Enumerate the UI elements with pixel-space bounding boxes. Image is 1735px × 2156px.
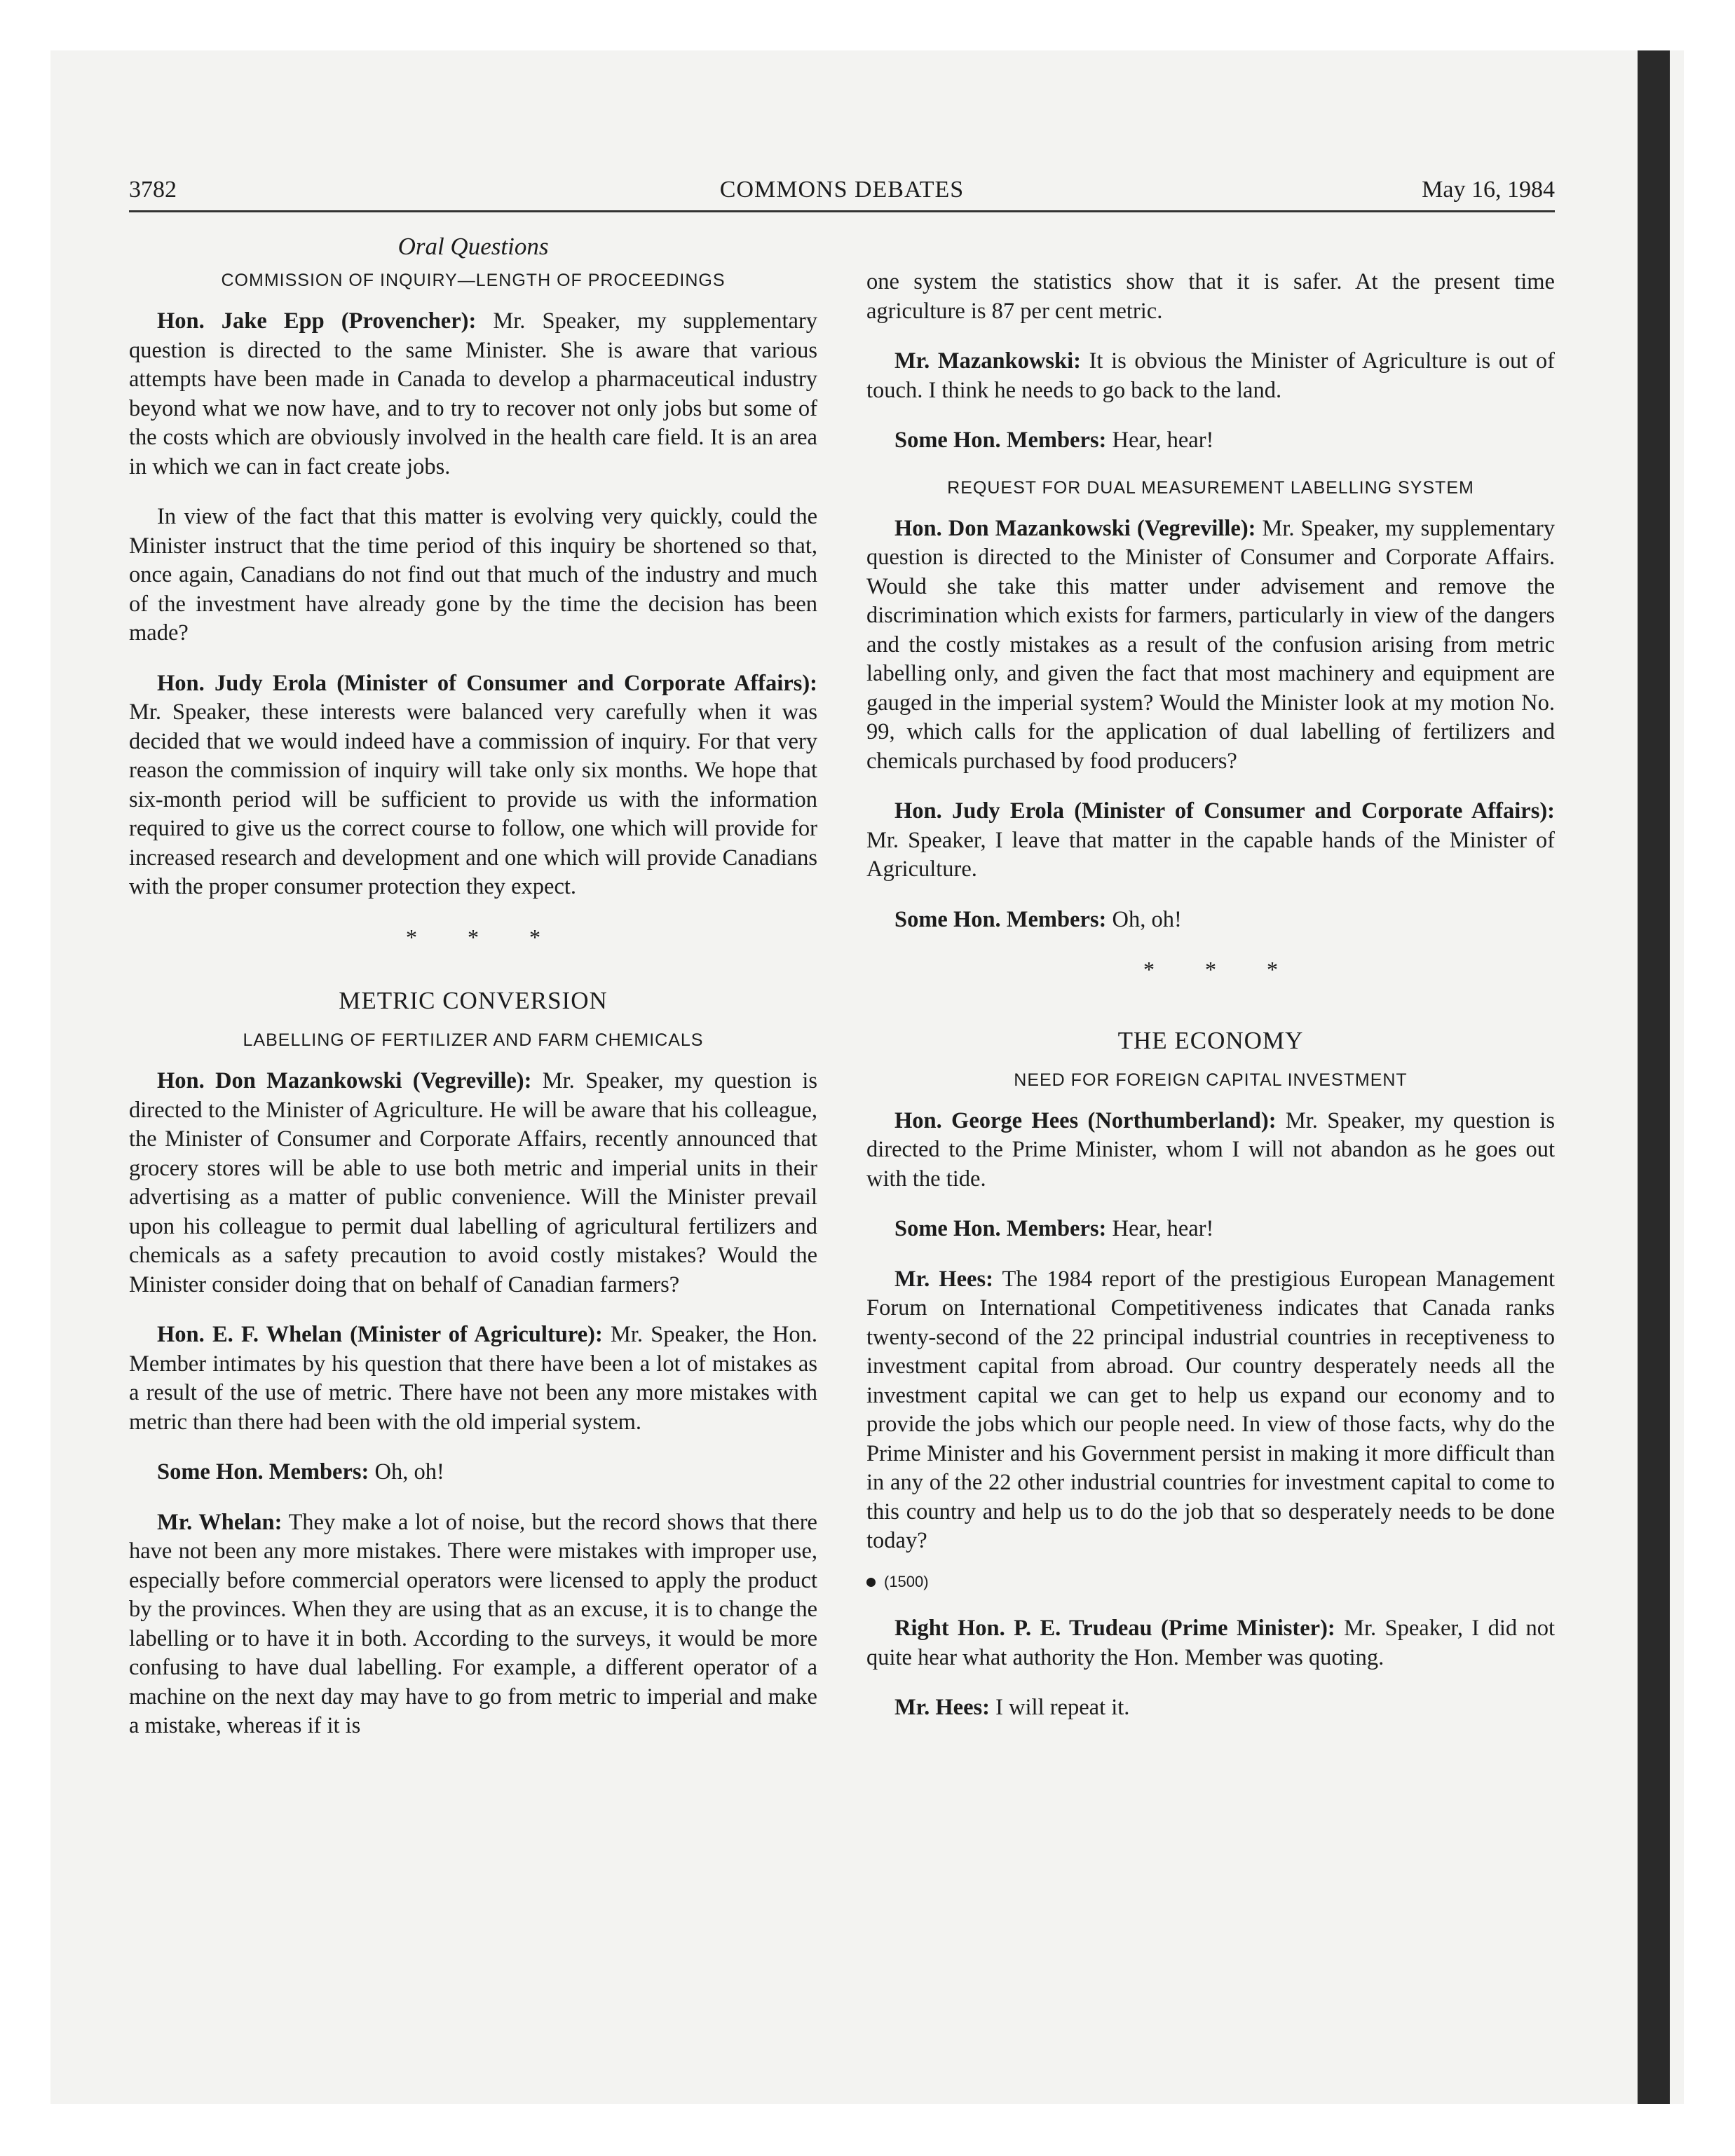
speech-text: one system the statistics show that it is safer. At the present time agriculture is 87 per cent metric. (866, 269, 1555, 324)
speech-text: Oh, oh! (369, 1459, 444, 1485)
speech-paragraph (866, 514, 1555, 777)
left-column (129, 233, 817, 1762)
publication-title: COMMONS DEBATES (719, 177, 965, 203)
speaker-name: Some Hon. Members: (157, 1459, 369, 1485)
subheading: COMMISSION OF INQUIRY—LENGTH OF PROCEEDINGS (221, 271, 726, 290)
scan-dark-edge (1638, 50, 1670, 2104)
speech-paragraph (866, 1215, 1555, 1244)
speech-paragraph (866, 906, 1555, 935)
speech-text: It is obvious the Minister of Agriculture is out of touch. I think he needs to go back to the land. (866, 348, 1555, 403)
speech-paragraph (129, 669, 817, 902)
section-separator: * * * (1143, 957, 1300, 982)
time-marker (866, 1567, 1555, 1597)
document-page (129, 175, 1555, 2012)
speech-text: Mr. Speaker, these interests were balanced very carefully when it was decided that we would indeed have a commission of inquiry. For that very reason the commission of inquiry will take only six months. We hope that six-month period will be sufficient to provide us with the information required to give us the correct course to follow, one which will provide for increased research and development and one which will provide Canadians with the proper consumer protection they expect. (129, 700, 817, 899)
speech-text: Mr. Speaker, my supplementary question is directed to the same Minister. She is aware that various attempts have been made in Canada to develop a pharmaceutical industry beyond what we now have, and to try to recover not only jobs but some of the costs which are obviously involved in the health care field. It is an area in which we can in fact create jobs. (129, 308, 817, 479)
speech-paragraph (866, 1107, 1555, 1194)
speaker-name: Hon. Judy Erola (Minister of Consumer and Corporate Affairs): (894, 798, 1555, 824)
speech-text: Mr. Speaker, I leave that matter in the capable hands of the Minister of Agriculture. (866, 827, 1555, 882)
bullet-icon (866, 1578, 876, 1587)
section-title: Oral Questions (397, 233, 549, 260)
subheading: REQUEST FOR DUAL MEASUREMENT LABELLING SYSTEM (947, 477, 1474, 498)
page-number: 3782 (129, 177, 177, 203)
speech-paragraph (866, 347, 1555, 405)
speech-paragraph (129, 503, 817, 648)
speech-paragraph (866, 1614, 1555, 1672)
speaker-name: Hon. Don Mazankowski (Vegreville): (894, 515, 1256, 541)
speech-text: Mr. Speaker, my question is directed to the Prime Minister, whom I will not abandon as he goes out with the tide. (866, 1107, 1556, 1192)
speech-text: Oh, oh! (1106, 906, 1182, 932)
subheading: NEED FOR FOREIGN CAPITAL INVESTMENT (1014, 1070, 1408, 1090)
speaker-name: Hon. George Hees (Northumberland): (894, 1107, 1277, 1133)
speech-paragraph (866, 1693, 1555, 1723)
speech-text: They make a lot of noise, but the record shows that there have not been any more mistakes. There were mistakes with improper use, especially before commercial operators were licensed to apply the product by the provinces. When they are using that as an excuse, it is to change the labelling or to have it in both. According to the surveys, it would be more confusing to have dual labelling. For example, a different operator of a machine on the next day may have to go from metric to imperial and make a mistake, whereas if it is (129, 1509, 817, 1738)
speech-text: Mr. Speaker, my question is directed to the Minister of Agriculture. He will be aware that his colleague, the Minister of Consumer and Corporate Affairs, recently announced that grocery stores will be able to use both metric and imperial units in their advertising as a matter of public convenience. Will the Minister prevail upon his colleague to permit dual labelling of agricultural fertilizers and chemicals as a safety precaution to avoid costly mistakes? Would the Minister consider doing that on behalf of Canadian farmers? (129, 1068, 817, 1297)
speaker-name: Hon. Jake Epp (Provencher): (157, 308, 477, 334)
speech-paragraph (866, 797, 1555, 885)
speech-paragraph (129, 1508, 817, 1741)
publication-date: May 16, 1984 (1422, 177, 1555, 203)
speech-text: The 1984 report of the prestigious European Management Forum on International Competitiveness indicates that Canada ranks twenty-second of the 22 principal industrial countries in receptiveness to investment capital from abroad. Our country desperately needs all the investment capital we can get to help us expand our economy and to provide the jobs which our people need. In view of those facts, why do the Prime Minister and his Government persist in making it more difficult than in any of the 22 other industrial countries for investment capital to come to this country and help us to do the job that so desperately needs to be done today? (866, 1266, 1556, 1553)
speaker-name: Hon. E. F. Whelan (Minister of Agriculture): (157, 1322, 603, 1347)
speech-paragraph (129, 1458, 817, 1487)
speaker-name: Mr. Hees: (894, 1695, 990, 1720)
speech-text: Mr. Speaker, my supplementary question is directed to the Minister of Consumer and Corporate Affairs. Would she take this matter under advisement and remove the discrimination which exists for farmers, particularly in view of the dangers and the costly mistakes as a result of the confusion arising from metric labelling only, and given the fact that most machinery and equipment are gauged in the imperial system? Would the Minister look at my motion No. 99, which calls for the application of dual labelling of fertilizers and chemicals purchased by food producers? (866, 515, 1555, 774)
speech-text: I will repeat it. (989, 1695, 1130, 1720)
speech-text: Mr. Speaker, the Hon. Member intimates by his question that there have been a lot of mistakes as a result of the use of metric. There have not been any more mistakes with metric than there had been with the old imperial system. (129, 1322, 817, 1435)
speech-paragraph (129, 307, 817, 482)
speech-paragraph (866, 268, 1555, 326)
speaker-name: Some Hon. Members: (894, 428, 1107, 453)
speech-text: Mr. Speaker, I did not quite hear what authority the Hon. Member was quoting. (866, 1616, 1555, 1670)
speech-text: Hear, hear! (1106, 1216, 1214, 1241)
section-heading: METRIC CONVERSION (339, 987, 608, 1014)
speaker-name: Mr. Whelan: (157, 1509, 283, 1535)
section-separator: * * * (406, 924, 563, 950)
right-column (866, 268, 1555, 1744)
speech-paragraph (129, 1067, 817, 1299)
speech-paragraph (866, 426, 1555, 456)
speaker-name: Mr. Hees: (894, 1266, 993, 1292)
speaker-name: Hon. Judy Erola (Minister of Consumer and Corporate Affairs): (157, 670, 817, 696)
speaker-name: Some Hon. Members: (894, 906, 1107, 932)
running-header (129, 175, 1555, 212)
speech-text: In view of the fact that this matter is evolving very quickly, could the Minister instruct that the time period of this inquiry be shortened so that, once again, Canadians do not find out that much of the industry and much of the investment have already gone by the time the decision has been made? (129, 504, 817, 646)
speaker-name: Some Hon. Members: (894, 1216, 1107, 1241)
subheading: LABELLING OF FERTILIZER AND FARM CHEMICALS (243, 1030, 704, 1050)
speech-paragraph (129, 1321, 817, 1437)
speech-text: Hear, hear! (1106, 428, 1214, 453)
speaker-name: Right Hon. P. E. Trudeau (Prime Minister): (894, 1616, 1335, 1641)
section-heading: THE ECONOMY (1117, 1026, 1304, 1054)
time-marker-label: (1500) (884, 1572, 929, 1590)
speaker-name: Mr. Mazankowski: (894, 348, 1081, 374)
speaker-name: Hon. Don Mazankowski (Vegreville): (157, 1068, 532, 1093)
speech-paragraph (866, 1265, 1555, 1556)
